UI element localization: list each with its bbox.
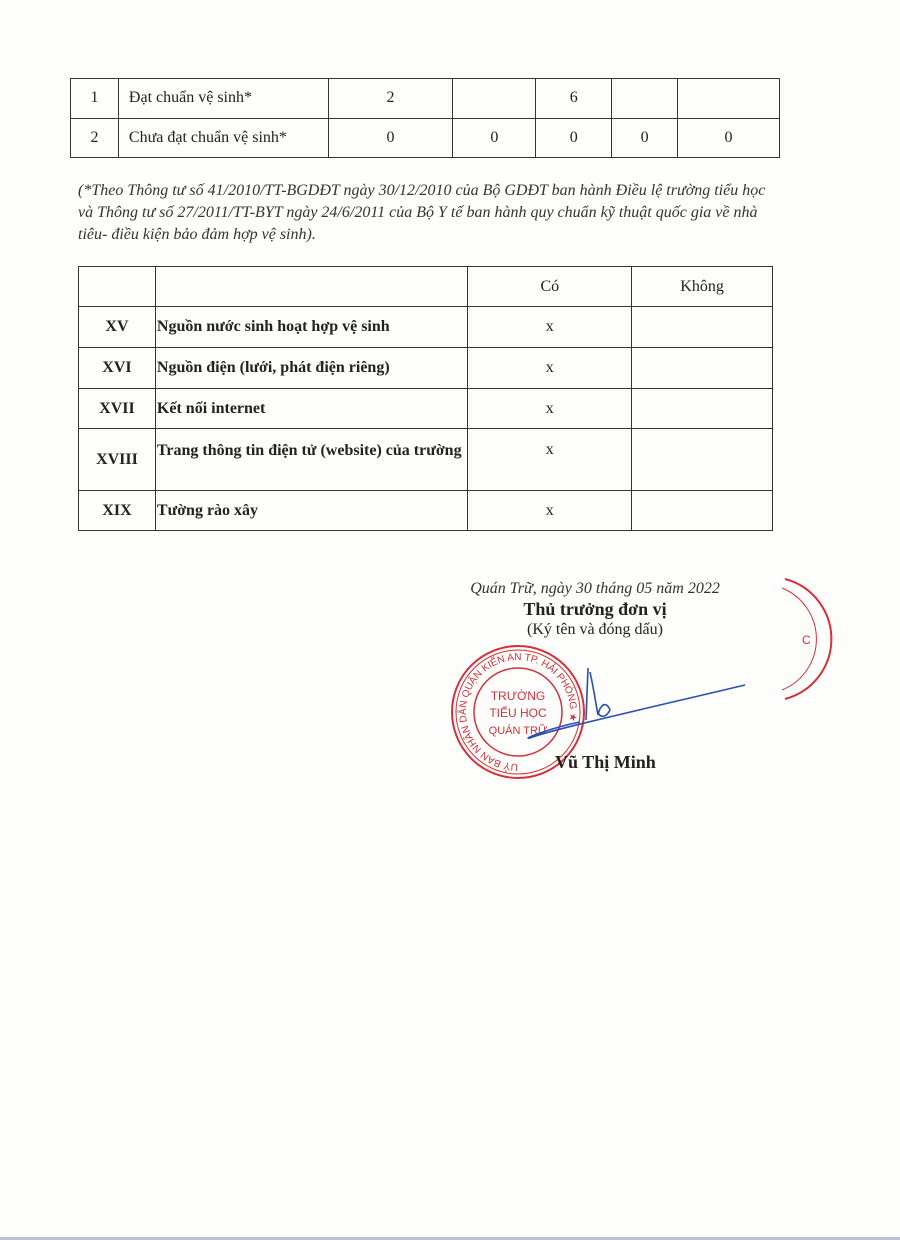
- row-label: Kết nối internet: [155, 389, 468, 429]
- handwritten-signature: [520, 660, 750, 745]
- row-label: Đạt chuẩn vệ sinh*: [118, 79, 328, 119]
- table-row: [79, 307, 773, 348]
- svg-text:C: C: [802, 633, 811, 647]
- svg-text:QUÁN TRỮ: QUÁN TRỮ: [488, 725, 548, 737]
- sanitation-table: [70, 78, 780, 158]
- table-row: [79, 389, 773, 429]
- footnote: (*Theo Thông tư số 41/2010/TT-BGDĐT ngày 30/12/2010 của Bộ GDĐT ban hành Điều lệ trường tiểu học và Thông tư số 27/2011/TT-BYT ngày 24/6/2011 của Bộ Y tế ban hành quy chuẩn kỹ thuật quốc gia về nhà tiêu- điều kiện bảo đảm hợp vệ sinh).: [78, 182, 766, 243]
- row-label: Tường rào xây: [155, 491, 468, 531]
- table-row: [79, 429, 773, 491]
- cell: 2: [328, 79, 453, 119]
- header-cell: [79, 267, 156, 307]
- cell: 0: [453, 118, 536, 158]
- cell: 0: [328, 118, 453, 158]
- table-row: [71, 118, 780, 158]
- row-label: Chưa đạt chuẩn vệ sinh*: [118, 118, 328, 158]
- signature-subtitle: (Ký tên và đóng dấu): [527, 621, 663, 638]
- table-row: [79, 491, 773, 531]
- row-label: Nguồn nước sinh hoạt hợp vệ sinh: [155, 307, 468, 348]
- cell-co: x: [468, 429, 632, 491]
- signer-name: Vũ Thị Minh: [555, 752, 656, 772]
- row-number: 2: [71, 118, 119, 158]
- cell-khong: [632, 307, 773, 348]
- signature-date: Quán Trữ, ngày 30 tháng 05 năm 2022: [470, 580, 720, 597]
- facilities-table: [78, 266, 773, 531]
- cell-khong: [632, 429, 773, 491]
- cell: [678, 79, 780, 119]
- table-row: [79, 348, 773, 389]
- row-label: Nguồn điện (lưới, phát điện riêng): [155, 348, 468, 389]
- row-label: Trang thông tin điện tử (website) của trường: [155, 429, 468, 491]
- row-number: XVII: [79, 389, 156, 429]
- header-co: Có: [468, 267, 632, 307]
- cell-co: x: [468, 348, 632, 389]
- row-number: XVI: [79, 348, 156, 389]
- cell: [612, 79, 678, 119]
- table-row: [71, 79, 780, 119]
- row-number: XV: [79, 307, 156, 348]
- svg-text:UỶ BAN NHÂN DÂN QUẬN KIẾN AN T: UỶ BAN NHÂN DÂN QUẬN KIẾN AN TP. HẢI PHÒNG ★: [458, 651, 579, 773]
- cell: 0: [678, 118, 780, 158]
- svg-text:TIỂU HỌC: TIỂU HỌC: [489, 706, 547, 720]
- cell: [453, 79, 536, 119]
- row-number: 1: [71, 79, 119, 119]
- cell: 6: [536, 79, 612, 119]
- cell-khong: [632, 348, 773, 389]
- header-cell: [155, 267, 468, 307]
- cell-khong: [632, 389, 773, 429]
- table-header-row: [79, 267, 773, 307]
- header-khong: Không: [632, 267, 773, 307]
- cell: 0: [612, 118, 678, 158]
- cell-co: x: [468, 491, 632, 531]
- cell-co: x: [468, 389, 632, 429]
- cell: 0: [536, 118, 612, 158]
- signature-title: Thủ trưởng đơn vị: [523, 599, 667, 619]
- cell-khong: [632, 491, 773, 531]
- partial-stamp: [780, 574, 840, 704]
- row-number: XVIII: [79, 429, 156, 491]
- cell-co: x: [468, 307, 632, 348]
- signature-block: [430, 580, 760, 639]
- svg-text:TRƯỜNG: TRƯỜNG: [490, 689, 546, 703]
- row-number: XIX: [79, 491, 156, 531]
